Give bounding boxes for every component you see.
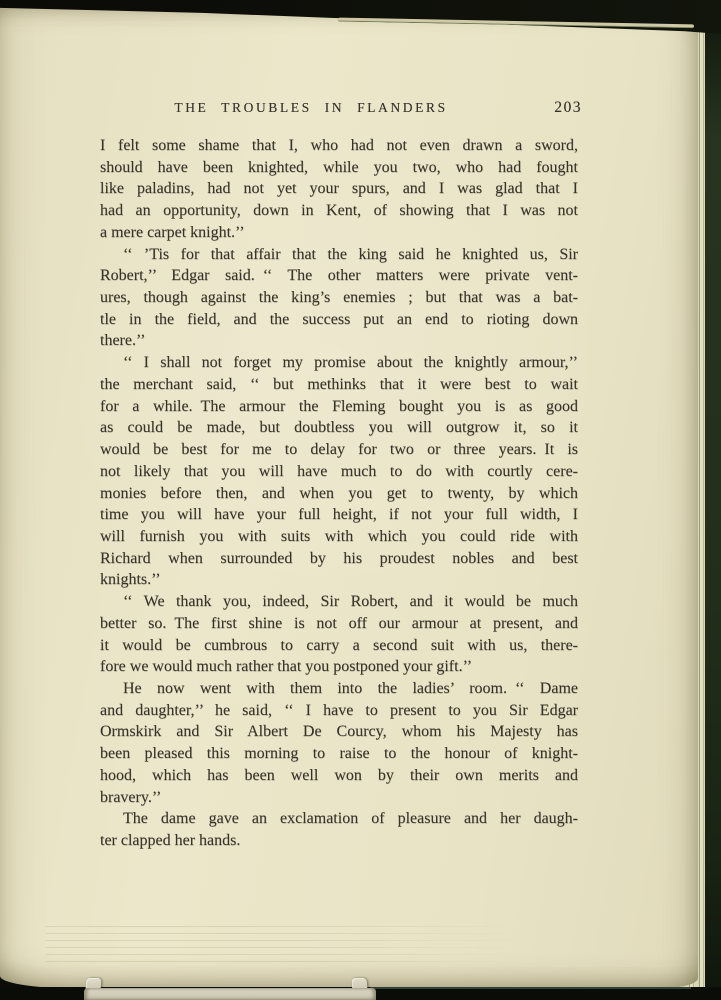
text-line: ‘‘ We thank you, indeed, Sir Robert, and it would be much: [123, 593, 578, 611]
text-line: monies before then, and when you get to twenty, by which: [100, 484, 578, 502]
text-line: like paladins, had not yet your spurs, and I was glad that I: [100, 180, 578, 198]
text-line: had an opportunity, down in Kent, of showing that I was not: [100, 202, 578, 220]
paragraph: [100, 135, 578, 244]
paragraph: [100, 352, 578, 591]
text-line: a mere carpet knight.’’: [100, 223, 245, 241]
text-line: ter clapped her hands.: [100, 832, 241, 849]
text-line: He now went with them into the ladies’ room. ‘‘ Dame: [123, 679, 578, 697]
text-line: Richard when surrounded by his proudest nobles and best: [100, 549, 578, 567]
page-header: [100, 100, 582, 120]
text-line: would be best for me to delay for two or three years. It is: [100, 441, 578, 459]
text-line: for a while. The armour the Fleming bought you is as good: [100, 397, 578, 415]
text-block: [100, 135, 578, 852]
text-line: Ormskirk and Sir Albert De Courcy, whom his Majesty has: [100, 723, 578, 741]
text-line: should have been knighted, while you two, who had fought: [100, 158, 578, 176]
page-number: 203: [554, 99, 582, 116]
text-line: not likely that you will have much to do with courtly cere-: [100, 462, 578, 480]
text-line: The dame gave an exclamation of pleasure and her daugh-: [123, 810, 578, 828]
text-line: the merchant said, ‘‘ but methinks that it were best to wait: [100, 375, 578, 393]
paragraph: [100, 591, 578, 678]
text-line: will furnish you with suits with which you could ride with: [100, 527, 578, 545]
paragraph: [100, 678, 578, 808]
text-line: tle in the field, and the success put an end to rioting down: [100, 310, 578, 328]
paragraph: [100, 808, 578, 851]
text-line: I felt some shame that I, who had not even drawn a sword,: [100, 137, 578, 154]
text-line: there.’’: [100, 332, 146, 350]
text-line: as could be made, but doubtless you will outgrow it, so it: [100, 419, 578, 437]
text-line: been pleased this morning to raise to the honour of knight-: [100, 745, 578, 763]
book-page: [0, 6, 698, 988]
text-line: Robert,’’ Edgar said. ‘‘ The other matters were private vent-: [100, 267, 578, 285]
running-title: THE TROUBLES IN FLANDERS: [174, 100, 448, 115]
text-line: fore we would much rather that you postponed your gift.’’: [100, 658, 473, 676]
stacked-pages-lines: [46, 920, 516, 964]
text-line: ‘‘ ’Tis for that affair that the king said he knighted us, Sir: [123, 245, 578, 263]
text-line: better so. The first shine is not off our armour at present, and: [100, 614, 578, 632]
book-cradle: [84, 988, 376, 1000]
text-line: ‘‘ I shall not forget my promise about the knightly armour,’’: [123, 354, 578, 372]
text-line: ures, though against the king’s enemies ; but that was a bat-: [100, 289, 578, 307]
text-line: it would be cumbrous to carry a second suit with us, there-: [100, 636, 578, 654]
bottom-edge-highlight: [370, 987, 691, 989]
text-line: time you will have your full height, if not your full width, I: [100, 506, 578, 524]
text-line: hood, which has been well won by their own merits and: [100, 766, 578, 784]
paragraph: [100, 244, 578, 353]
text-line: knights.’’: [100, 571, 161, 589]
text-line: bravery.’’: [100, 788, 162, 806]
text-line: and daughter,’’ he said, ‘‘ I have to present to you Sir Edgar: [100, 701, 578, 719]
